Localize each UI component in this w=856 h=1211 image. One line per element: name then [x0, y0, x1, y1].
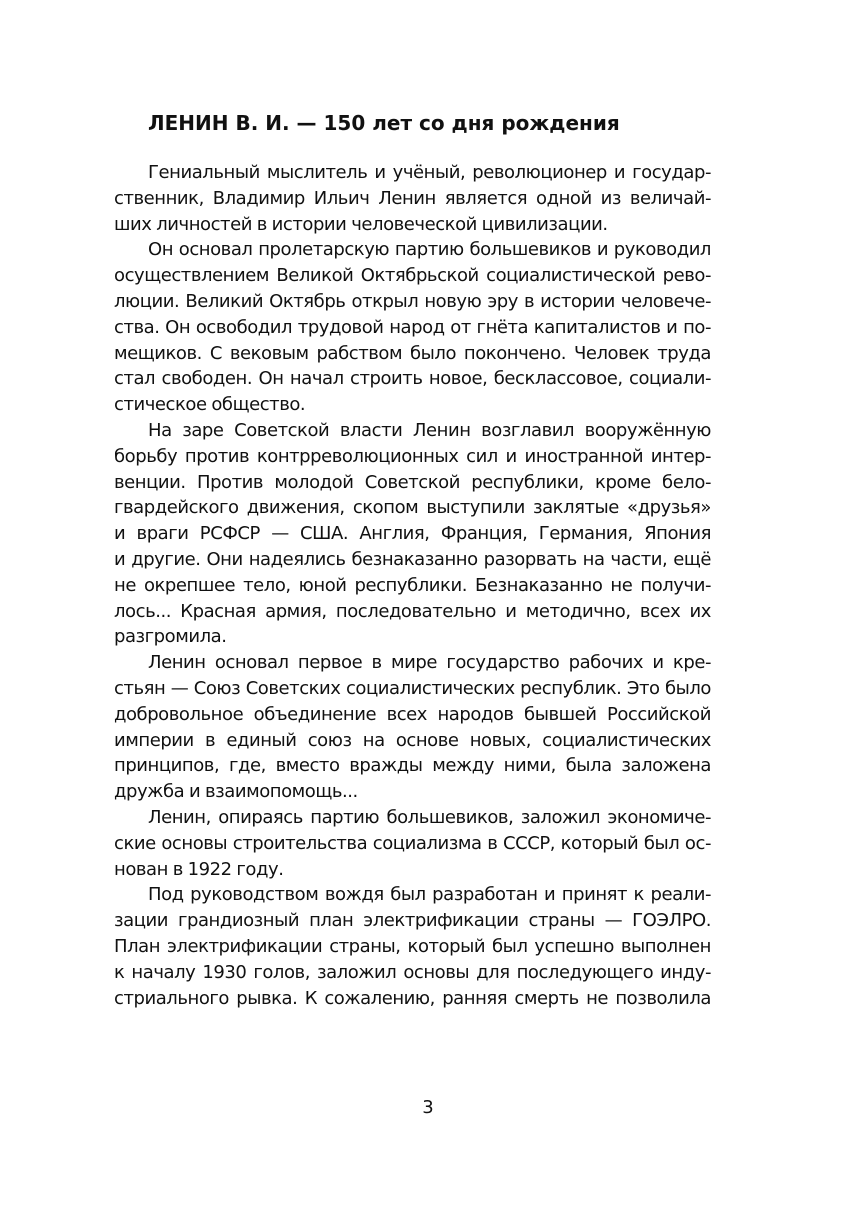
paragraph-2 — [114, 237, 711, 418]
text-line: борьбу против контрреволюционных сил и иностранной интер- — [114, 445, 711, 467]
text-line: империи в единый союз на основе новых, социалистических — [114, 729, 711, 751]
text-line: люции. Великий Октябрь открыл новую эру в истории человече- — [114, 290, 711, 312]
text-line: стриального рывка. К сожалению, ранняя смерть не позволила — [114, 987, 711, 1009]
body-text — [114, 160, 711, 1011]
text-line: дружба и взаимопомощь... — [114, 781, 358, 803]
paragraph-4 — [114, 650, 711, 805]
text-line: гвардейского движения, скопом выступили заклятые «друзья» — [114, 497, 711, 519]
text-line: осуществлением Великой Октябрьской социалистической рево- — [114, 265, 711, 287]
text-line: ские основы строительства социализма в СССР, который был ос- — [114, 832, 711, 854]
text-line: Ленин основал первое в мире государство рабочих и кре- — [148, 652, 711, 674]
text-line: разгромила. — [114, 626, 227, 648]
paragraph-1 — [114, 160, 711, 237]
page-number: 3 — [422, 1097, 434, 1118]
text-line: и враги РСФСР — США. Англия, Франция, Германия, Япония — [114, 523, 711, 545]
text-line: не окрепшее тело, юной республики. Безнаказанно не получи- — [114, 574, 711, 596]
page-title: ЛЕНИН В. И. — 150 лет со дня рождения — [148, 111, 620, 135]
text-line: принципов, где, вместо вражды между ними, была заложена — [114, 755, 711, 777]
text-line: Он основал пролетарскую партию большевиков и руководил — [148, 239, 711, 261]
text-line: ственник, Владимир Ильич Ленин является одной из величай- — [114, 187, 711, 209]
text-line: и другие. Они надеялись безнаказанно разорвать на части, ещё — [114, 548, 711, 570]
text-line: добровольное объединение всех народов бывшей Российской — [114, 703, 711, 725]
text-line: стьян — Союз Советских социалистических республик. Это было — [114, 677, 711, 699]
text-line: стал свободен. Он начал строить новое, бесклассовое, социали- — [114, 368, 711, 390]
text-line: зации грандиозный план электрификации страны — ГОЭЛРО. — [114, 910, 711, 932]
text-line: ших личностей в истории человеческой цивилизации. — [114, 213, 608, 235]
text-line: План электрификации страны, который был успешно выполнен — [114, 935, 711, 957]
text-line: стическое общество. — [114, 394, 306, 416]
text-line: Ленин, опираясь партию большевиков, заложил экономиче- — [148, 806, 711, 828]
text-line: ства. Он освободил трудовой народ от гнёта капиталистов и по- — [114, 316, 711, 338]
text-line: Под руководством вождя был разработан и принят к реали- — [148, 884, 711, 906]
text-line: Гениальный мыслитель и учёный, революционер и государ- — [148, 162, 711, 183]
text-line: мещиков. С вековым рабством было покончено. Человек труда — [114, 342, 711, 364]
text-line: лось... Красная армия, последовательно и методично, всех их — [114, 600, 711, 622]
paragraph-6 — [114, 882, 711, 1011]
text-line: нован в 1922 году. — [114, 858, 284, 880]
text-line: к началу 1930 голов, заложил основы для последующего инду- — [114, 961, 711, 983]
paragraph-5 — [114, 805, 711, 882]
text-line: венции. Против молодой Советской республики, кроме бело- — [114, 471, 711, 493]
text-line: На заре Советской власти Ленин возглавил вооружённую — [148, 419, 711, 441]
paragraph-3 — [114, 418, 711, 650]
